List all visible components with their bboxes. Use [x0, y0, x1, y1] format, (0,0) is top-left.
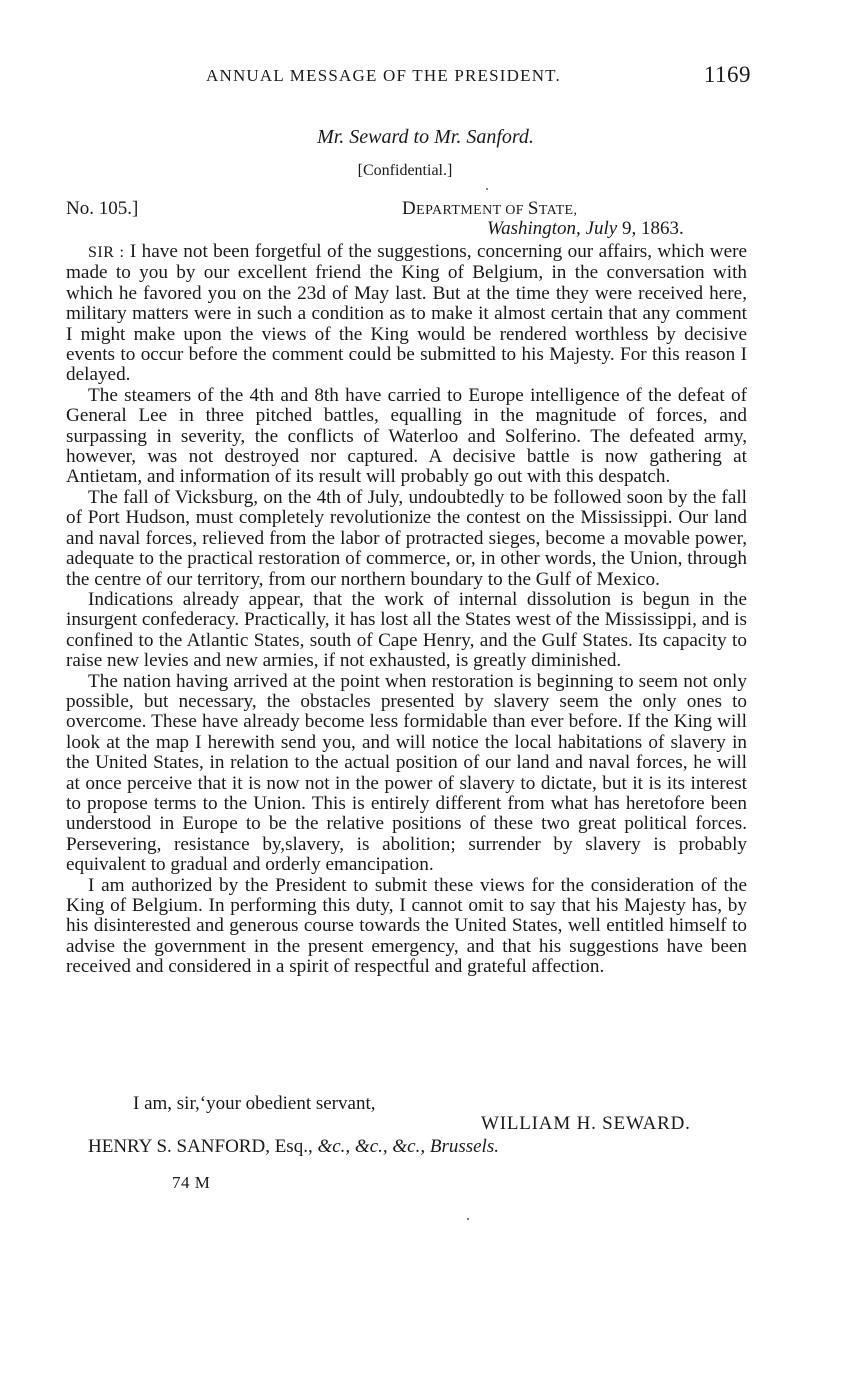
- department-of-state: [402, 198, 577, 220]
- dateline: [487, 218, 684, 240]
- letter-heading: Mr. Seward to Mr. Sanford.: [317, 126, 534, 148]
- speck: [467, 1218, 469, 1220]
- printer-signature-mark: 74 M: [172, 1173, 211, 1192]
- paragraph-3: The fall of Vicksburg, on the 4th of July, undoubtedly to be followed soon by the fall of Port Hudson, must completely revolutionize the contest on the Mississippi. Our land and naval forces, relieved from the labor of protracted sieges, become a movable power, adequate to the practical restoration of commerce, or, in other words, the Union, through the centre of our territory, from our northern boundary to the Gulf of Mexico.: [66, 486, 747, 590]
- dispatch-number: No. 105.]: [66, 198, 139, 219]
- running-head-title: ANNUAL MESSAGE OF THE PRESIDENT.: [206, 66, 561, 85]
- addressee-location: &c., &c., &c., Brussels.: [317, 1136, 499, 1157]
- paragraph-4: Indications already appear, that the work of internal dissolution is begun in the insurgent confederacy. Practically, it has lost all the States west of the Mississippi, and is confined to the Atlantic States, south of Cape Henry, and the Gulf States. Its capacity to raise new levies and new armies, if not exhausted, is greatly diminished.: [66, 588, 747, 672]
- salutation: SIR :: [88, 244, 125, 261]
- confidential-label: [Confidential.]: [357, 162, 453, 179]
- running-head: [206, 62, 751, 92]
- dateline-place: Washington, July: [487, 218, 618, 239]
- signature: WILLIAM H. SEWARD.: [481, 1113, 691, 1134]
- addressee-name: HENRY S. SANFORD, Esq.,: [88, 1136, 313, 1157]
- department-rest-2: TATE,: [538, 203, 578, 218]
- department-cap-1: D: [402, 198, 417, 219]
- speck: [486, 188, 488, 190]
- department-rest-1: EPARTMENT OF: [416, 203, 528, 218]
- page-number: 1169: [703, 62, 751, 87]
- closing-line: I am, sir,‘your obedient servant,: [133, 1093, 376, 1114]
- department-cap-2: S: [527, 198, 539, 219]
- paragraph-2: The steamers of the 4th and 8th have carried to Europe intelligence of the defeat of General Lee in three pitched battles, equalling in the magnitude of forces, and surpassing in severity, the conflicts of Waterloo and Solferino. The defeated army, however, was not destroyed nor captured. A decisive battle is now gathering at Antietam, and information of its result will probably go out with this despatch.: [66, 384, 747, 488]
- dateline-date: 9, 1863.: [617, 218, 684, 239]
- paragraph-6: I am authorized by the President to submit these views for the consideration of the King of Belgium. In performing this duty, I cannot omit to say that his Majesty has, by his disinterested and generous course towards the United States, well entitled himself to advise the government in the present emergency, and that his suggestions have been received and considered in a spirit of respectful and grateful affection.: [66, 874, 747, 978]
- addressee: [88, 1136, 499, 1158]
- letter-body: [66, 242, 747, 978]
- paragraph-1-text: I have not been forgetful of the suggestions, concerning our affairs, which were made to you by our excellent friend the King of Belgium, in the conversation with which he favored you on the 23d of May last. But at the time they were received here, military matters were in such a condition as to make it almost certain that any comment I might make upon the views of the King would be rendered worthless by decisive events to occur before the comment could be submitted to his Majesty. For this reason I delayed.: [66, 241, 747, 386]
- paragraph-1: [66, 242, 747, 386]
- paragraph-5: The nation having arrived at the point when restoration is beginning to seem not only possible, but necessary, the obstacles presented by slavery seem the only ones to overcome. These have already become less formidable than ever before. If the King will look at the map I herewith send you, and will notice the local habitations of slavery in the United States, in relation to the actual position of our land and naval forces, he will at once perceive that it is now not in the power of slavery to dictate, but it is its interest to propose terms to the Union. This is entirely different from what has heretofore been understood in Europe to be the relative positions of these two great political forces. Persevering, resistance by,slavery, is abolition; surrender by slavery is probably equivalent to gradual and orderly emancipation.: [66, 670, 747, 876]
